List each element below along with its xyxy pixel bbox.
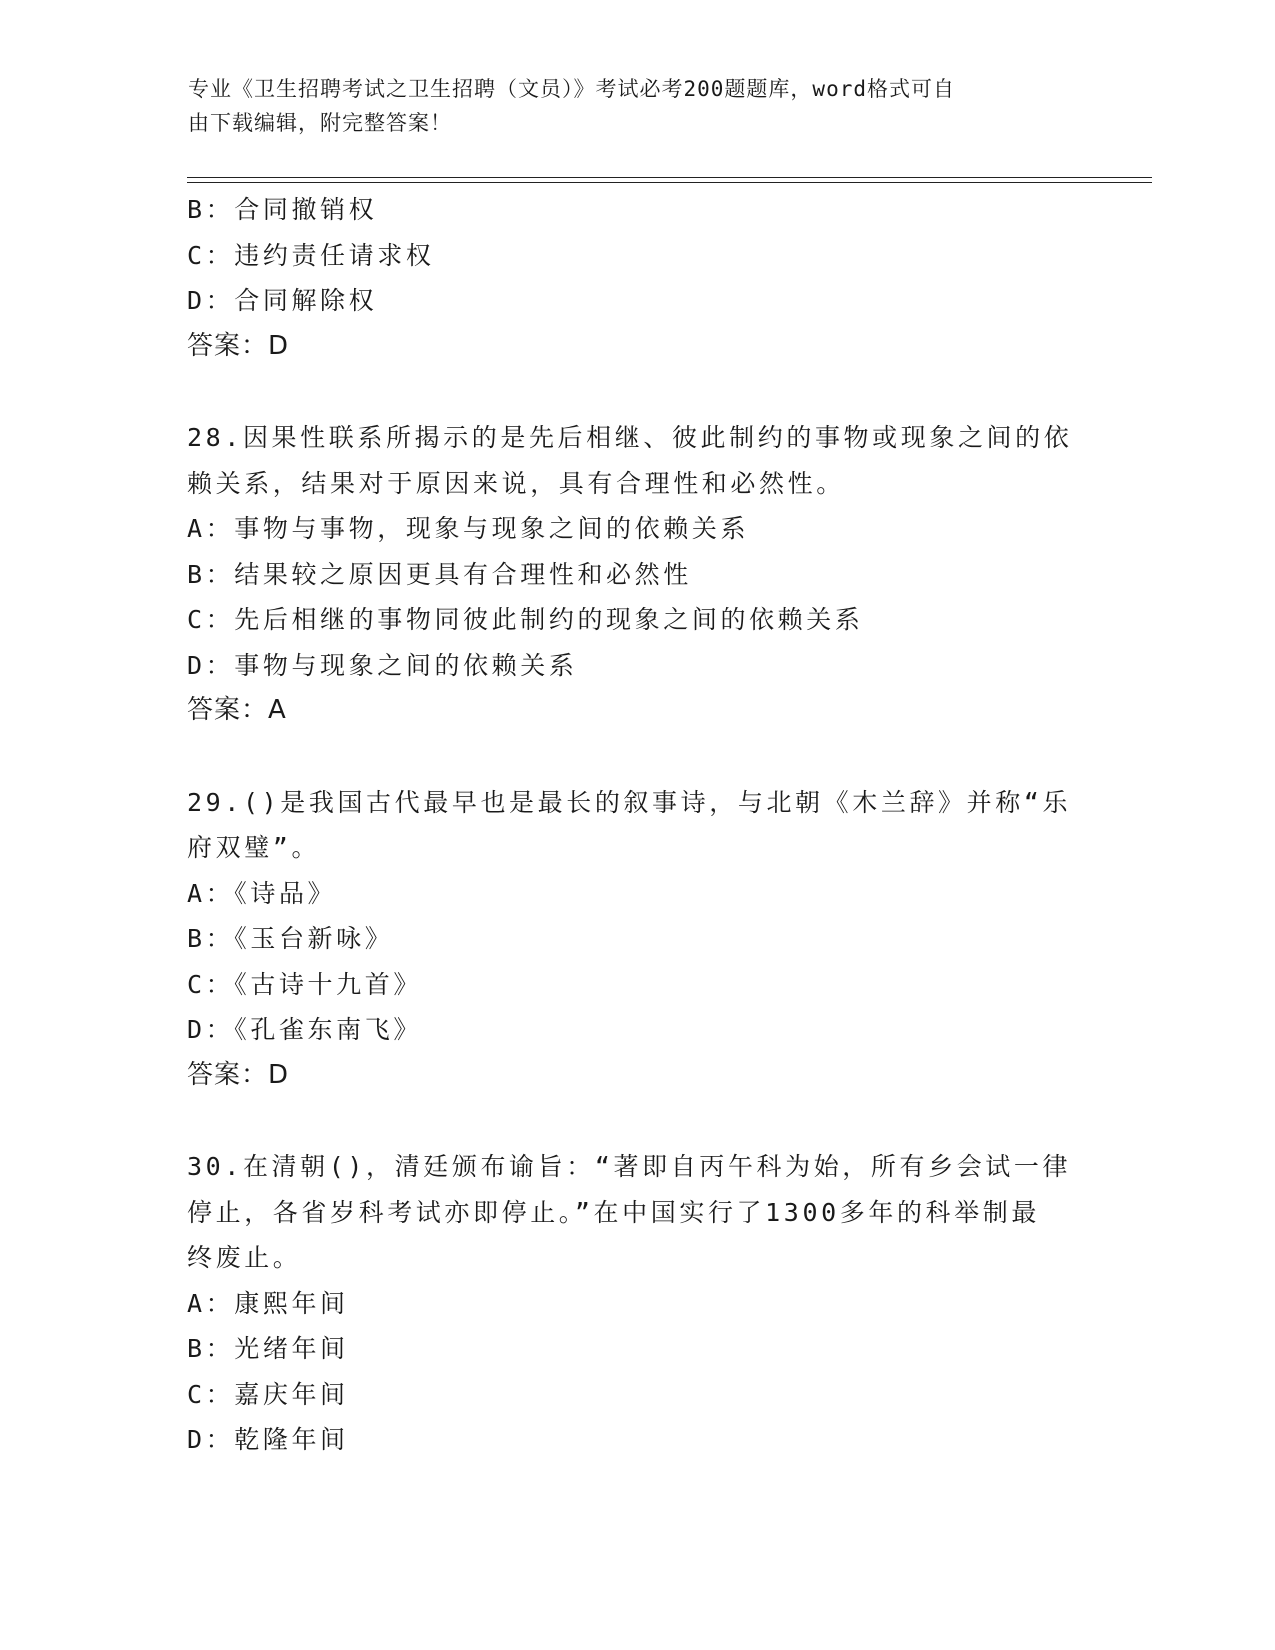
header-line-2: 由下载编辑，附完整答案！ [188,111,452,135]
question-stem-line: 30.在清朝()，清廷颁布谕旨：“著即自丙午科为始，所有乡会试一律 [187,1152,1072,1181]
option-a: A：事物与事物，现象与现象之间的依赖关系 [187,514,750,543]
question-stem-line: 府双璧”。 [187,833,321,862]
option-b: B：合同撤销权 [187,195,378,224]
question-30 [187,1144,1087,1463]
answer-line: 答案：A [187,695,287,725]
question-stem-line: 29.()是我国古代最早也是最长的叙事诗，与北朝《木兰辞》并称“乐 [187,787,1072,817]
option-c: C：先后相继的事物同彼此制约的现象之间的依赖关系 [187,605,864,634]
option-a: A：《诗品》 [187,878,337,908]
spacer [187,734,1087,780]
option-c: C：嘉庆年间 [187,1379,349,1409]
option-b: B：光绪年间 [187,1334,349,1363]
header-rule-bottom [187,182,1152,183]
spacer [187,369,1087,415]
spacer [187,1098,1087,1144]
question-29 [187,780,1087,1099]
option-c: C：《古诗十九首》 [187,969,422,999]
question-stem-line: 28.因果性联系所揭示的是先后相继、彼此制约的事物或现象之间的依 [187,423,1073,452]
question-stem-line: 终废止。 [187,1243,302,1272]
option-b: B：《玉台新咏》 [187,924,394,953]
option-d: D：乾隆年间 [187,1425,349,1454]
question-28 [187,415,1087,734]
question-list [187,187,1087,1463]
option-b: B：结果较之原因更具有合理性和必然性 [187,559,692,589]
option-a: A：康熙年间 [187,1288,349,1318]
option-c: C：违约责任请求权 [187,240,435,270]
header-line-1: 专业《卫生招聘考试之卫生招聘（文员）》考试必考200题题库，word格式可自 [188,77,955,101]
question-stem-line: 停止，各省岁科考试亦即停止。”在中国实行了1300多年的科举制最 [187,1197,1040,1227]
option-d: D：《孔雀东南飞》 [187,1015,422,1044]
question-stem-line: 赖关系，结果对于原因来说，具有合理性和必然性。 [187,468,845,498]
answer-line: 答案：D [187,1059,290,1090]
option-d: D：合同解除权 [187,286,378,315]
question-27-partial [187,187,1087,369]
document-header [188,72,1068,140]
option-d: D：事物与现象之间的依赖关系 [187,650,578,680]
answer-line: 答案：D [187,330,290,361]
header-rule-top [187,177,1152,178]
